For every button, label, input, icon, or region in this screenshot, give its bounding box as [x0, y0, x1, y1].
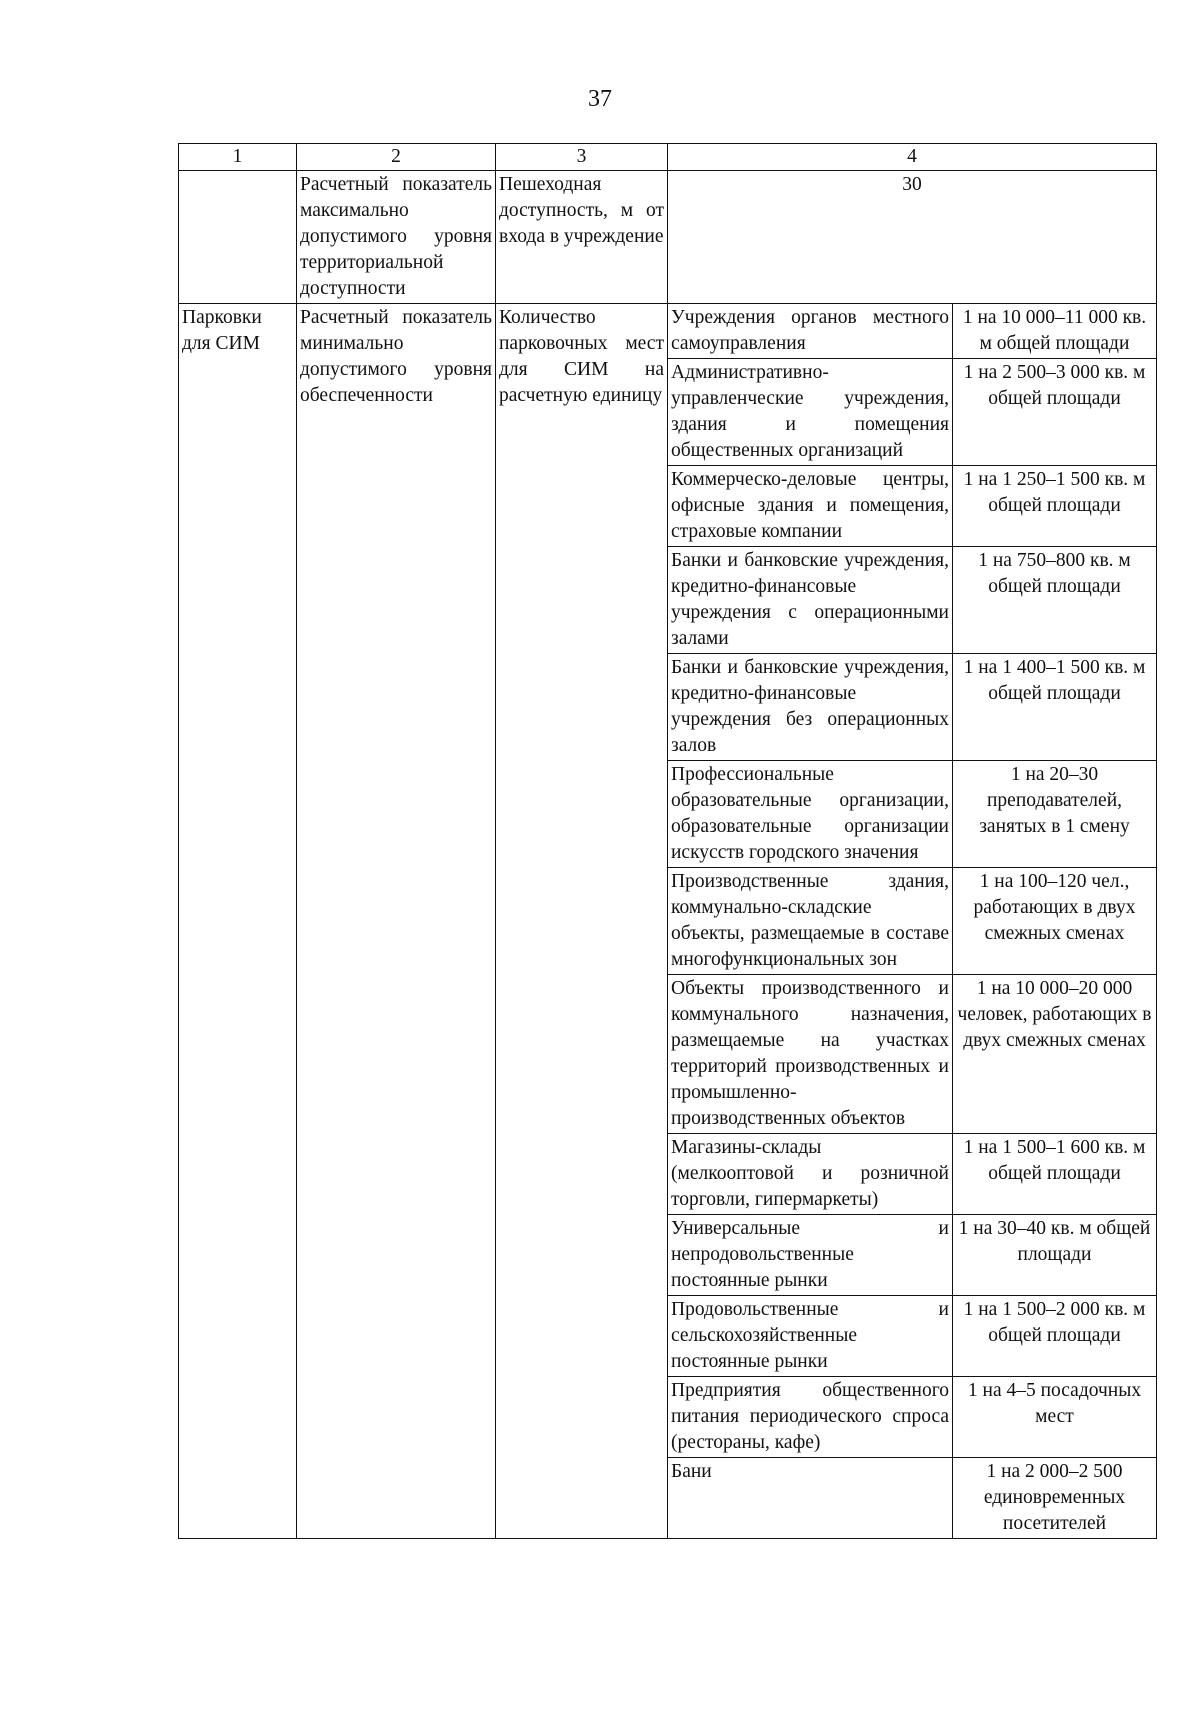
parking-norm: 1 на 4–5 посадочных мест — [953, 1377, 1157, 1458]
facility-name: Бани — [668, 1458, 953, 1539]
table-row — [179, 304, 1157, 359]
header-col-2: 2 — [297, 144, 496, 171]
value-cell: 30 — [668, 171, 1157, 304]
facility-name: Продовольственные и сельскохозяйственные постоянные рынки — [668, 1296, 953, 1377]
facility-name: Предприятия общественного питания периодического спроса (рестораны, кафе) — [668, 1377, 953, 1458]
facility-name: Универсальные и непродовольственные постоянные рынки — [668, 1215, 953, 1296]
facility-name: Административно-управленческие учреждения, здания и помещения общественных организаций — [668, 359, 953, 466]
header-col-4: 4 — [668, 144, 1157, 171]
object-cell-empty — [179, 171, 297, 304]
object-cell: Парковки для СИМ — [179, 304, 297, 1539]
parking-norm: 1 на 750–800 кв. м общей площади — [953, 547, 1157, 654]
header-row — [179, 144, 1157, 171]
norms-table — [178, 143, 1157, 1539]
parking-norm: 1 на 1 500–1 600 кв. м общей площади — [953, 1134, 1157, 1215]
parking-norm: 1 на 2 000–2 500 единовременных посетителей — [953, 1458, 1157, 1539]
header-col-3: 3 — [496, 144, 668, 171]
parking-norm: 1 на 10 000–20 000 человек, работающих в двух смежных сменах — [953, 975, 1157, 1134]
facility-name: Банки и банковские учреждения, кредитно-финансовые учреждения с операционными залами — [668, 547, 953, 654]
facility-name: Профессиональные образовательные организации, образовательные организации искусств городского значения — [668, 761, 953, 868]
parking-norm: 1 на 20–30 преподавателей, занятых в 1 смену — [953, 761, 1157, 868]
table-row-access — [179, 171, 1157, 304]
facility-name: Производственные здания, коммунально-складские объекты, размещаемые в составе многофункциональных зон — [668, 868, 953, 975]
parking-norm: 1 на 1 400–1 500 кв. м общей площади — [953, 654, 1157, 761]
indicator-cell: Расчетный показатель минимально допустимого уровня обеспеченности — [297, 304, 496, 1539]
facility-name: Учреждения органов местного самоуправления — [668, 304, 953, 359]
parameter-cell: Пешеходная доступность, м от входа в учреждение — [496, 171, 668, 304]
parking-norm: 1 на 100–120 чел., работающих в двух смежных сменах — [953, 868, 1157, 975]
parking-norm: 1 на 30–40 кв. м общей площади — [953, 1215, 1157, 1296]
parking-norm: 1 на 2 500–3 000 кв. м общей площади — [953, 359, 1157, 466]
page-number: 37 — [588, 86, 612, 112]
parking-norm: 1 на 10 000–11 000 кв. м общей площади — [953, 304, 1157, 359]
parking-norm: 1 на 1 500–2 000 кв. м общей площади — [953, 1296, 1157, 1377]
facility-name: Объекты производственного и коммунального назначения, размещаемые на участках территорий производственных и промышленно-производственных объектов — [668, 975, 953, 1134]
parameter-cell: Количество парковочных мест для СИМ на расчетную единицу — [496, 304, 668, 1539]
facility-name: Коммерческо-деловые центры, офисные здания и помещения, страховые компании — [668, 466, 953, 547]
facility-name: Магазины-склады (мелкооптовой и розничной торговли, гипермаркеты) — [668, 1134, 953, 1215]
parking-norm: 1 на 1 250–1 500 кв. м общей площади — [953, 466, 1157, 547]
indicator-cell: Расчетный показатель максимально допустимого уровня территориальной доступности — [297, 171, 496, 304]
facility-name: Банки и банковские учреждения, кредитно-финансовые учреждения без операционных залов — [668, 654, 953, 761]
header-col-1: 1 — [179, 144, 297, 171]
